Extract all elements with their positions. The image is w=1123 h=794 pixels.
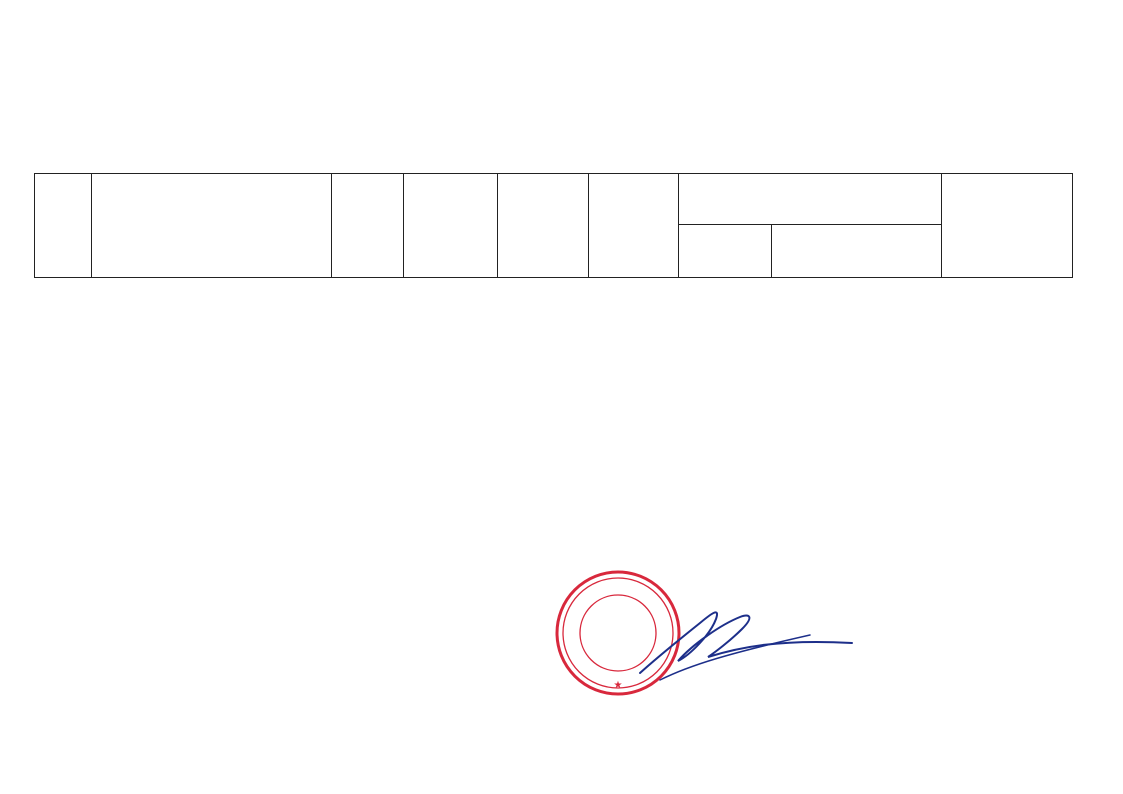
- header-before: [589, 174, 679, 278]
- score-table: [34, 173, 1073, 278]
- header-code: [498, 174, 589, 278]
- header-change: [942, 174, 1073, 278]
- header-review-number: [679, 225, 772, 278]
- star-icon: ★: [613, 680, 623, 691]
- header-stt: [35, 174, 92, 278]
- header-id: [404, 174, 498, 278]
- header-review-words: [772, 225, 942, 278]
- header-name: [92, 174, 332, 278]
- signature: [630, 595, 860, 685]
- header-room: [332, 174, 404, 278]
- header-review: [679, 174, 942, 225]
